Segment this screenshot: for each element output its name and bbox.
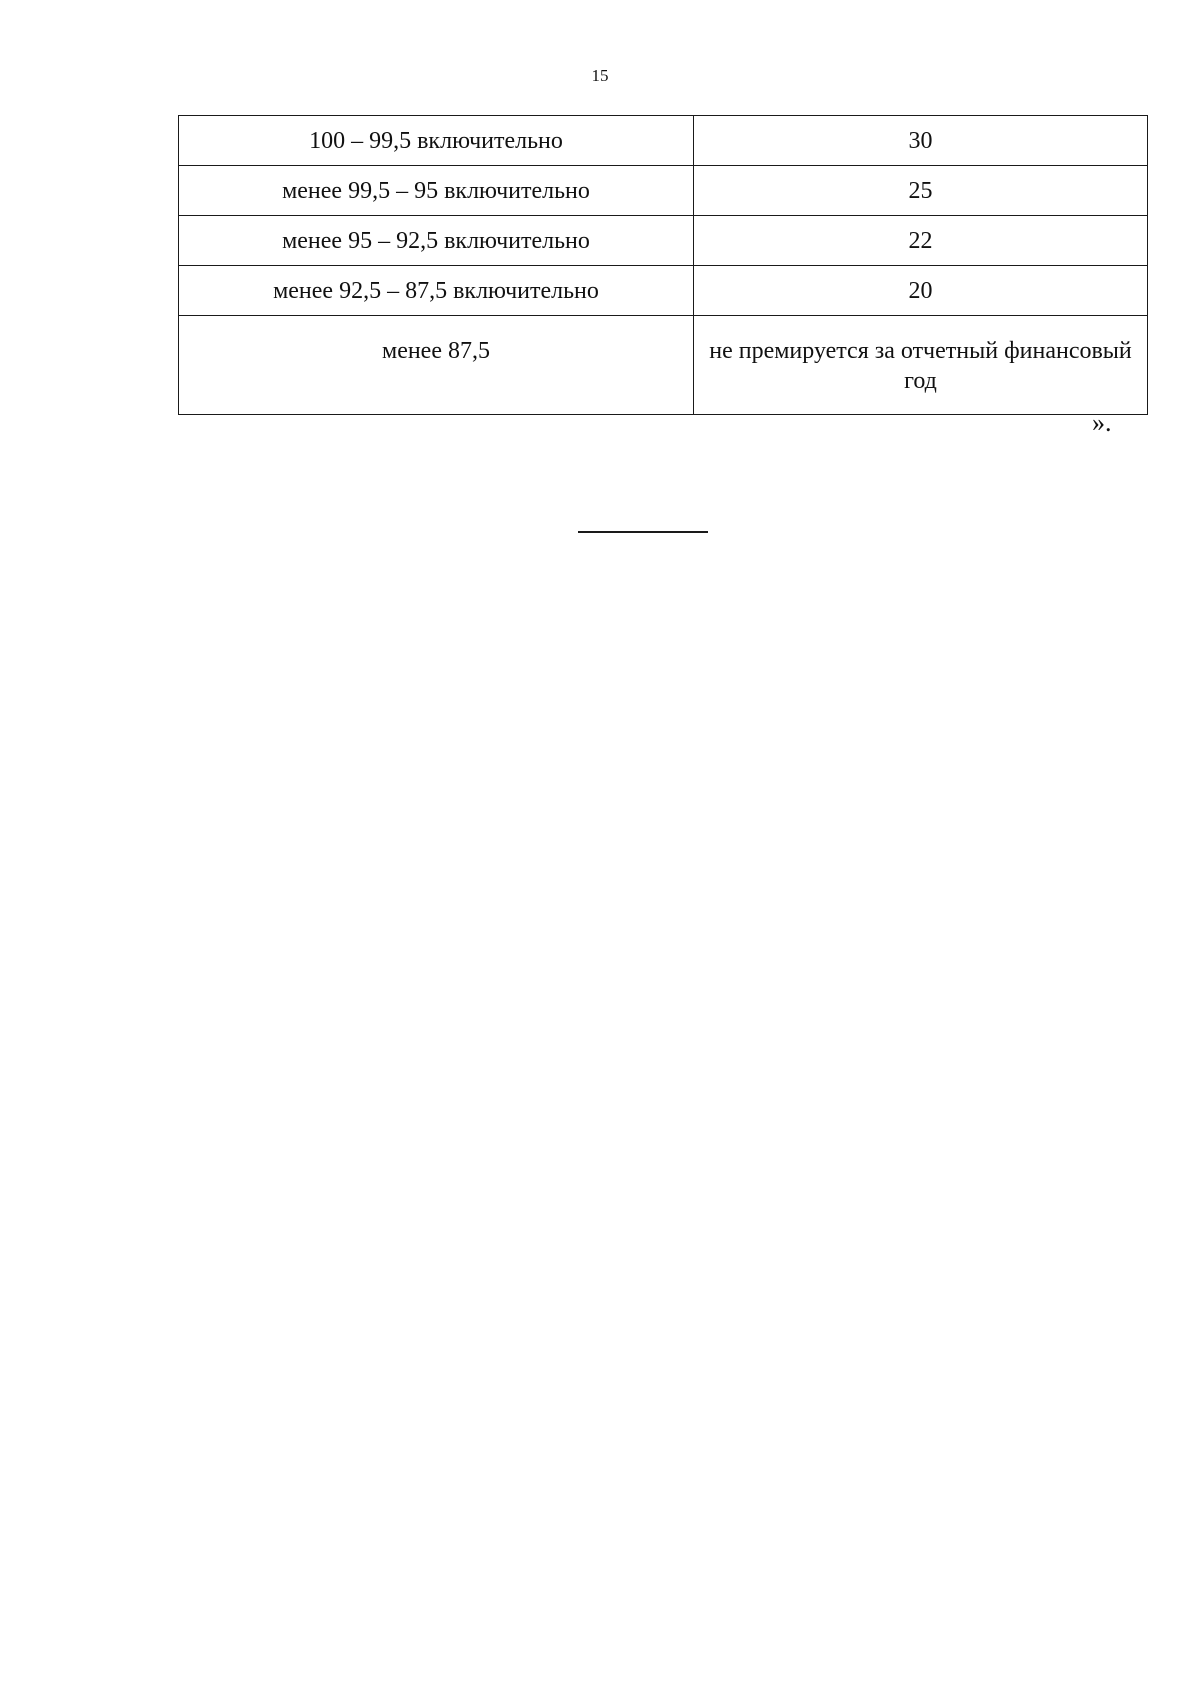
end-divider [578, 531, 708, 533]
closing-quote: ». [1092, 408, 1112, 437]
table-row [179, 266, 1148, 316]
value-cell: 22 [694, 216, 1148, 266]
table-row [179, 316, 1148, 415]
page-number: 15 [591, 66, 609, 85]
range-cell: 100 – 99,5 включительно [179, 116, 694, 166]
table-row [179, 116, 1148, 166]
table-row [179, 166, 1148, 216]
value-cell: 20 [694, 266, 1148, 316]
range-cell: менее 87,5 [179, 316, 694, 415]
range-cell: менее 95 – 92,5 включительно [179, 216, 694, 266]
range-cell: менее 92,5 – 87,5 включительно [179, 266, 694, 316]
bonus-table [178, 115, 1148, 415]
table-row [179, 216, 1148, 266]
value-cell: 25 [694, 166, 1148, 216]
range-cell: менее 99,5 – 95 включительно [179, 166, 694, 216]
value-cell: не премируется за отчетный финансовый год [694, 316, 1148, 415]
value-cell: 30 [694, 116, 1148, 166]
